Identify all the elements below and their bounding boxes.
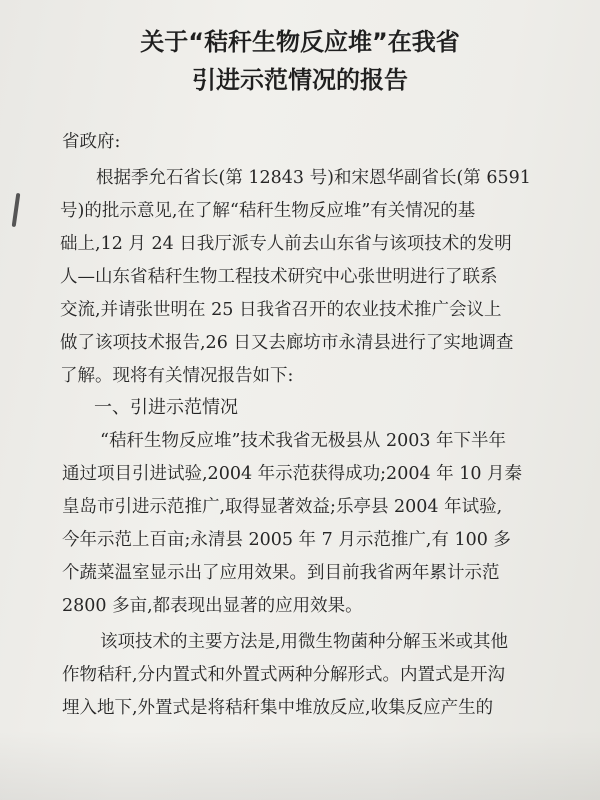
body-line: 人—山东省秸秆生物工程技术研究中心张世明进行了联系 — [60, 267, 498, 287]
report-title-line-2: 引进示范情况的报告 — [192, 66, 408, 94]
section1-line: 2800 多亩,都表现出显著的应用效果。 — [62, 596, 363, 616]
report-title-line-1: 关于“秸秆生物反应堆”在我省 — [140, 28, 460, 56]
body-line: 做了该项技术报告,26 日又去廊坊市永清县进行了实地调查 — [60, 333, 514, 353]
body-line: 了解。现将有关情况报告如下: — [60, 366, 294, 386]
section2-line: 该项技术的主要方法是,用微生物菌种分解玉米或其他 — [100, 632, 509, 652]
body-line: 号)的批示意见,在了解“秸秆生物反应堆”有关情况的基 — [60, 201, 476, 221]
section1-line: 通过项目引进试验,2004 年示范获得成功;2004 年 10 月秦 — [62, 464, 523, 484]
body-line: 根据季允石省长(第 12843 号)和宋恩华副省长(第 6591 — [96, 168, 531, 188]
section1-line: 个蔬菜温室显示出了应用效果。到目前我省两年累计示范 — [62, 563, 500, 583]
section1-line: 今年示范上百亩;永清县 2005 年 7 月示范推广,有 100 多 — [62, 530, 511, 550]
section2-line: 埋入地下,外置式是将秸秆集中堆放反应,收集反应产生的 — [62, 698, 494, 718]
body-line: 交流,并请张世明在 25 日我省召开的农业技术推广会议上 — [60, 300, 502, 320]
section-heading-1: 一、引进示范情况 — [94, 397, 238, 418]
section1-line: “秸秆生物反应堆”技术我省无极县从 2003 年下半年 — [100, 431, 507, 451]
section1-line: 皇岛市引进示范推广,取得显著效益;乐亭县 2004 年试验, — [62, 497, 503, 517]
section2-line: 作物秸秆,分内置式和外置式两种分解形式。内置式是开沟 — [62, 665, 506, 685]
salutation: 省政府: — [62, 132, 121, 152]
page-shadow — [0, 730, 600, 800]
margin-pen-mark — [12, 193, 21, 227]
body-line: 础上,12 月 24 日我厅派专人前去山东省与该项技术的发明 — [60, 234, 512, 254]
